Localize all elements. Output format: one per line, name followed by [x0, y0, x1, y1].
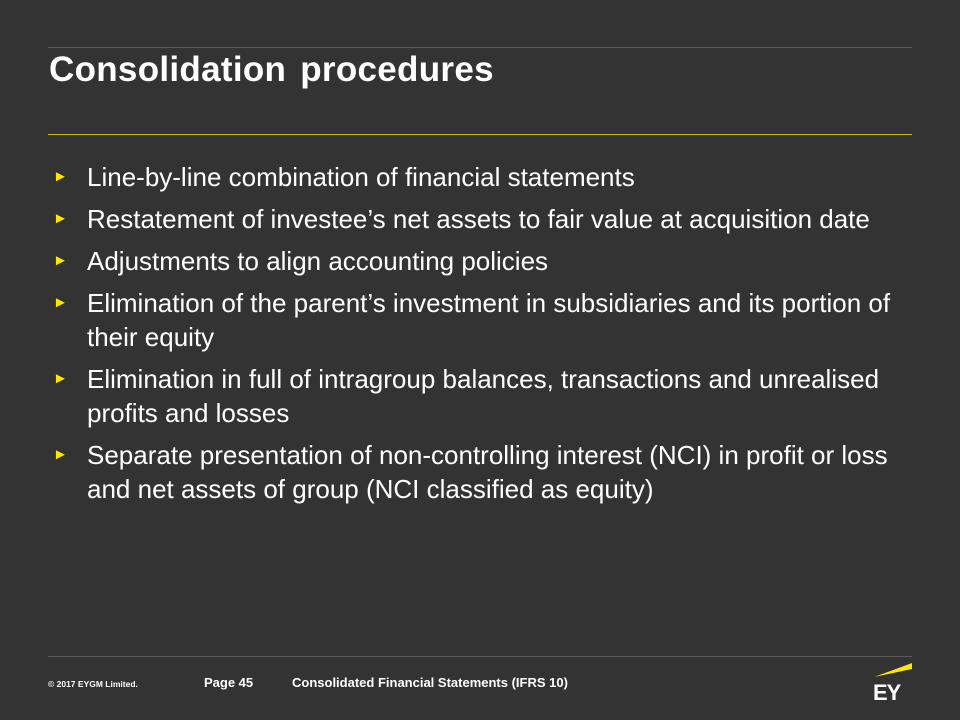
bullet-item — [48, 160, 908, 194]
bullet-text: Restatement of investee’s net assets to fair value at acquisition date — [87, 204, 870, 234]
copyright-notice: © 2017 EYGM Limited. — [48, 679, 138, 689]
bullet-text: Separate presentation of non-controlling interest (NCI) in profit or loss and net assets of group (NCI classified as equity) — [87, 440, 888, 504]
bullet-arrow-icon: ► — [53, 370, 68, 387]
bullet-arrow-icon: ► — [53, 210, 68, 227]
bullet-item — [48, 438, 908, 506]
bullet-text: Elimination in full of intragroup balances, transactions and unrealised profits and losses — [87, 364, 880, 428]
title-divider — [48, 134, 912, 135]
page-number: Page 45 — [204, 675, 254, 690]
bullet-arrow-icon: ► — [53, 294, 68, 311]
ey-beam-icon — [872, 660, 914, 680]
footer-divider — [48, 656, 912, 657]
bullet-item — [48, 202, 908, 236]
bullet-text: Elimination of the parent’s investment in subsidiaries and its portion of their equity — [87, 288, 891, 352]
slide-title: Consolidation procedures — [49, 50, 494, 89]
bullet-arrow-icon: ► — [53, 168, 68, 185]
ey-logo — [872, 660, 914, 704]
bullet-item — [48, 362, 908, 430]
bullet-item — [48, 244, 908, 278]
bullet-text: Line-by-line combination of financial statements — [87, 162, 635, 192]
bullet-arrow-icon: ► — [53, 252, 68, 269]
footer-title: Consolidated Financial Statements (IFRS 10) — [292, 675, 568, 690]
bullet-text: Adjustments to align accounting policies — [87, 246, 549, 276]
top-divider — [48, 47, 912, 48]
bullet-list — [48, 160, 908, 514]
bullet-arrow-icon: ► — [53, 446, 68, 463]
bullet-item — [48, 286, 908, 354]
ey-logo-text: EY — [873, 680, 901, 705]
